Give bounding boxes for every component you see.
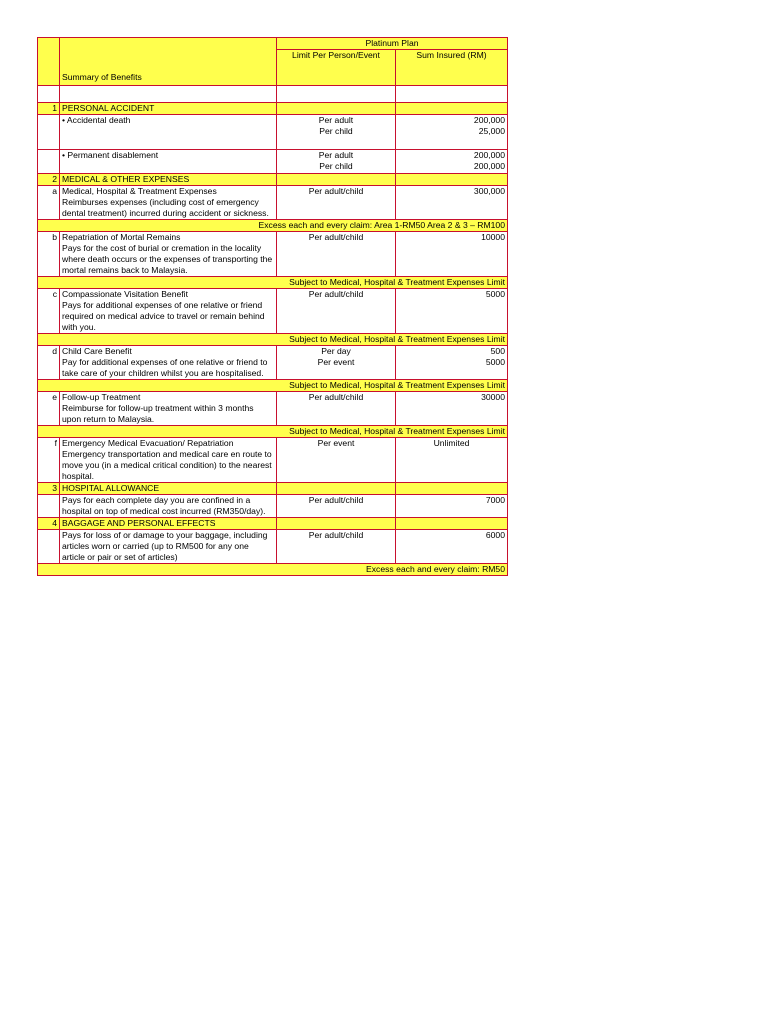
benefit-letter: e	[38, 392, 60, 426]
benefit-name: • Accidental death	[62, 115, 131, 125]
benefit-description: Emergency transportation and medical care en route to move you (in a medical critical condition) to the nearest hospital.	[62, 449, 272, 481]
sum-insured-value: 500	[490, 346, 505, 356]
limit-cell	[277, 530, 396, 564]
benefit-description-cell	[60, 115, 277, 150]
benefit-row	[38, 186, 508, 220]
benefits-table	[37, 37, 508, 576]
note-row	[38, 564, 508, 576]
section-blank-cell	[396, 174, 508, 186]
section-blank-cell	[277, 174, 396, 186]
sum-insured-value: 200,000	[473, 161, 505, 171]
benefit-description-cell	[60, 392, 277, 426]
spacer-cell	[277, 86, 396, 103]
benefit-name: Follow-up Treatment	[62, 392, 141, 402]
benefit-name: • Permanent disablement	[62, 150, 159, 160]
limit-label: Per adult/child	[308, 289, 364, 299]
benefit-description: Pays for each complete day you are confined in a hospital on top of medical cost incurred (RM350/day).	[62, 495, 266, 516]
page-title: Summary of Benefits	[60, 38, 277, 86]
benefit-row	[38, 115, 508, 150]
section-title: HOSPITAL ALLOWANCE	[60, 483, 277, 495]
sum-insured-value: 25,000	[478, 126, 505, 136]
benefit-description: Pays for the cost of burial or cremation in the locality where death occurs or the expenses of transporting the mortal remains back to Malaysia.	[62, 243, 273, 275]
benefit-description: Pays for additional expenses of one relative or friend required on medical advice to travel or remain behind with you.	[62, 300, 265, 332]
benefit-name: Repatriation of Mortal Remains	[62, 232, 181, 242]
limit-cell	[277, 438, 396, 483]
excess-note: Subject to Medical, Hospital & Treatment Expenses Limit	[38, 277, 508, 289]
sum-insured-cell	[396, 530, 508, 564]
spacer-cell	[38, 86, 60, 103]
benefit-row	[38, 150, 508, 174]
note-row	[38, 220, 508, 232]
limit-cell	[277, 346, 396, 380]
limit-label: Per adult/child	[308, 495, 364, 505]
section-header-row	[38, 483, 508, 495]
note-row	[38, 426, 508, 438]
section-blank-cell	[396, 483, 508, 495]
benefit-description-cell	[60, 289, 277, 334]
limit-label: Per event	[317, 357, 355, 367]
benefit-row	[38, 530, 508, 564]
spacer-row	[38, 86, 508, 103]
excess-note: Subject to Medical, Hospital & Treatment Expenses Limit	[38, 334, 508, 346]
benefit-name: Emergency Medical Evacuation/ Repatriation	[62, 438, 234, 448]
spacer-cell	[396, 86, 508, 103]
sum-insured-cell	[396, 150, 508, 174]
section-number: 2	[38, 174, 60, 186]
benefit-description: Pay for additional expenses of one relative or friend to take care of your children whilst you are hospitalised.	[62, 357, 268, 378]
sum-insured-cell	[396, 495, 508, 518]
sum-insured-value: 200,000	[473, 115, 505, 125]
limit-label: Per event	[317, 438, 355, 448]
benefit-row	[38, 346, 508, 380]
benefit-description: Reimburse for follow-up treatment within 3 months upon return to Malaysia.	[62, 403, 254, 424]
benefit-row	[38, 289, 508, 334]
sum-insured-cell	[396, 115, 508, 150]
excess-note: Subject to Medical, Hospital & Treatment Expenses Limit	[38, 426, 508, 438]
limit-cell	[277, 115, 396, 150]
benefit-letter	[38, 150, 60, 174]
sum-insured-value: 10000	[481, 232, 505, 242]
note-row	[38, 277, 508, 289]
benefit-description-cell	[60, 495, 277, 518]
column-header-limit: Limit Per Person/Event	[277, 50, 396, 86]
sum-insured-value: 6000	[485, 530, 505, 540]
limit-cell	[277, 289, 396, 334]
benefit-description: Reimburses expenses (including cost of emergency dental treatment) incurred during accident or sickness.	[62, 197, 269, 218]
sum-insured-value: Unlimited	[433, 438, 470, 448]
benefit-description-cell	[60, 186, 277, 220]
sum-insured-value: 5000	[485, 289, 505, 299]
sum-insured-cell	[396, 232, 508, 277]
section-title: PERSONAL ACCIDENT	[60, 103, 277, 115]
header-row-plan	[38, 38, 508, 50]
section-title: BAGGAGE AND PERSONAL EFFECTS	[60, 518, 277, 530]
limit-label: Per adult/child	[308, 186, 364, 196]
benefit-description-cell	[60, 438, 277, 483]
sum-insured-cell	[396, 392, 508, 426]
sum-insured-value: 7000	[485, 495, 505, 505]
benefit-description: Pays for loss of or damage to your baggage, including articles worn or carried (up to RM500 for any one article or pair or set of articles)	[62, 530, 268, 562]
benefit-letter	[38, 530, 60, 564]
limit-label: Per adult/child	[308, 392, 364, 402]
benefit-description-cell	[60, 530, 277, 564]
section-blank-cell	[396, 103, 508, 115]
section-blank-cell	[277, 483, 396, 495]
plan-name: Platinum Plan	[277, 38, 508, 50]
limit-label: Per day	[321, 346, 351, 356]
benefit-letter: d	[38, 346, 60, 380]
sum-insured-cell	[396, 186, 508, 220]
note-row	[38, 334, 508, 346]
benefit-letter	[38, 115, 60, 150]
note-row	[38, 380, 508, 392]
sum-insured-cell	[396, 438, 508, 483]
limit-label: Per adult	[318, 150, 354, 160]
benefit-row	[38, 438, 508, 483]
section-blank-cell	[277, 103, 396, 115]
benefit-letter: b	[38, 232, 60, 277]
excess-note: Excess each and every claim: RM50	[38, 564, 508, 576]
sum-insured-value: 300,000	[473, 186, 505, 196]
benefit-name: Child Care Benefit	[62, 346, 132, 356]
section-blank-cell	[277, 518, 396, 530]
benefit-description-cell	[60, 150, 277, 174]
section-header-row	[38, 518, 508, 530]
sum-insured-value: 200,000	[473, 150, 505, 160]
section-title: MEDICAL & OTHER EXPENSES	[60, 174, 277, 186]
benefit-letter	[38, 495, 60, 518]
limit-label: Per adult/child	[308, 530, 364, 540]
benefit-row	[38, 392, 508, 426]
limit-label: Per adult/child	[308, 232, 364, 242]
section-number: 4	[38, 518, 60, 530]
header-blank-cell	[38, 38, 60, 86]
benefit-description-cell	[60, 232, 277, 277]
excess-note: Excess each and every claim: Area 1-RM50 Area 2 & 3 – RM100	[38, 220, 508, 232]
sum-insured-cell	[396, 346, 508, 380]
sum-insured-value: 30000	[481, 392, 505, 402]
benefit-name: Compassionate Visitation Benefit	[62, 289, 188, 299]
section-number: 3	[38, 483, 60, 495]
benefit-letter: f	[38, 438, 60, 483]
benefit-letter: a	[38, 186, 60, 220]
limit-label: Per child	[319, 161, 353, 171]
benefit-letter: c	[38, 289, 60, 334]
limit-cell	[277, 186, 396, 220]
sum-insured-value: 5000	[485, 357, 505, 367]
column-header-sum: Sum Insured (RM)	[396, 50, 508, 86]
benefits-table-body	[38, 38, 508, 576]
limit-cell	[277, 495, 396, 518]
benefit-row	[38, 232, 508, 277]
limit-label: Per adult	[318, 115, 354, 125]
limit-cell	[277, 232, 396, 277]
benefit-name: Medical, Hospital & Treatment Expenses	[62, 186, 217, 196]
section-number: 1	[38, 103, 60, 115]
spacer-cell	[60, 86, 277, 103]
section-blank-cell	[396, 518, 508, 530]
sum-insured-cell	[396, 289, 508, 334]
excess-note: Subject to Medical, Hospital & Treatment Expenses Limit	[38, 380, 508, 392]
section-header-row	[38, 103, 508, 115]
limit-cell	[277, 150, 396, 174]
limit-cell	[277, 392, 396, 426]
limit-label: Per child	[319, 126, 353, 136]
benefit-row	[38, 495, 508, 518]
benefit-description-cell	[60, 346, 277, 380]
section-header-row	[38, 174, 508, 186]
